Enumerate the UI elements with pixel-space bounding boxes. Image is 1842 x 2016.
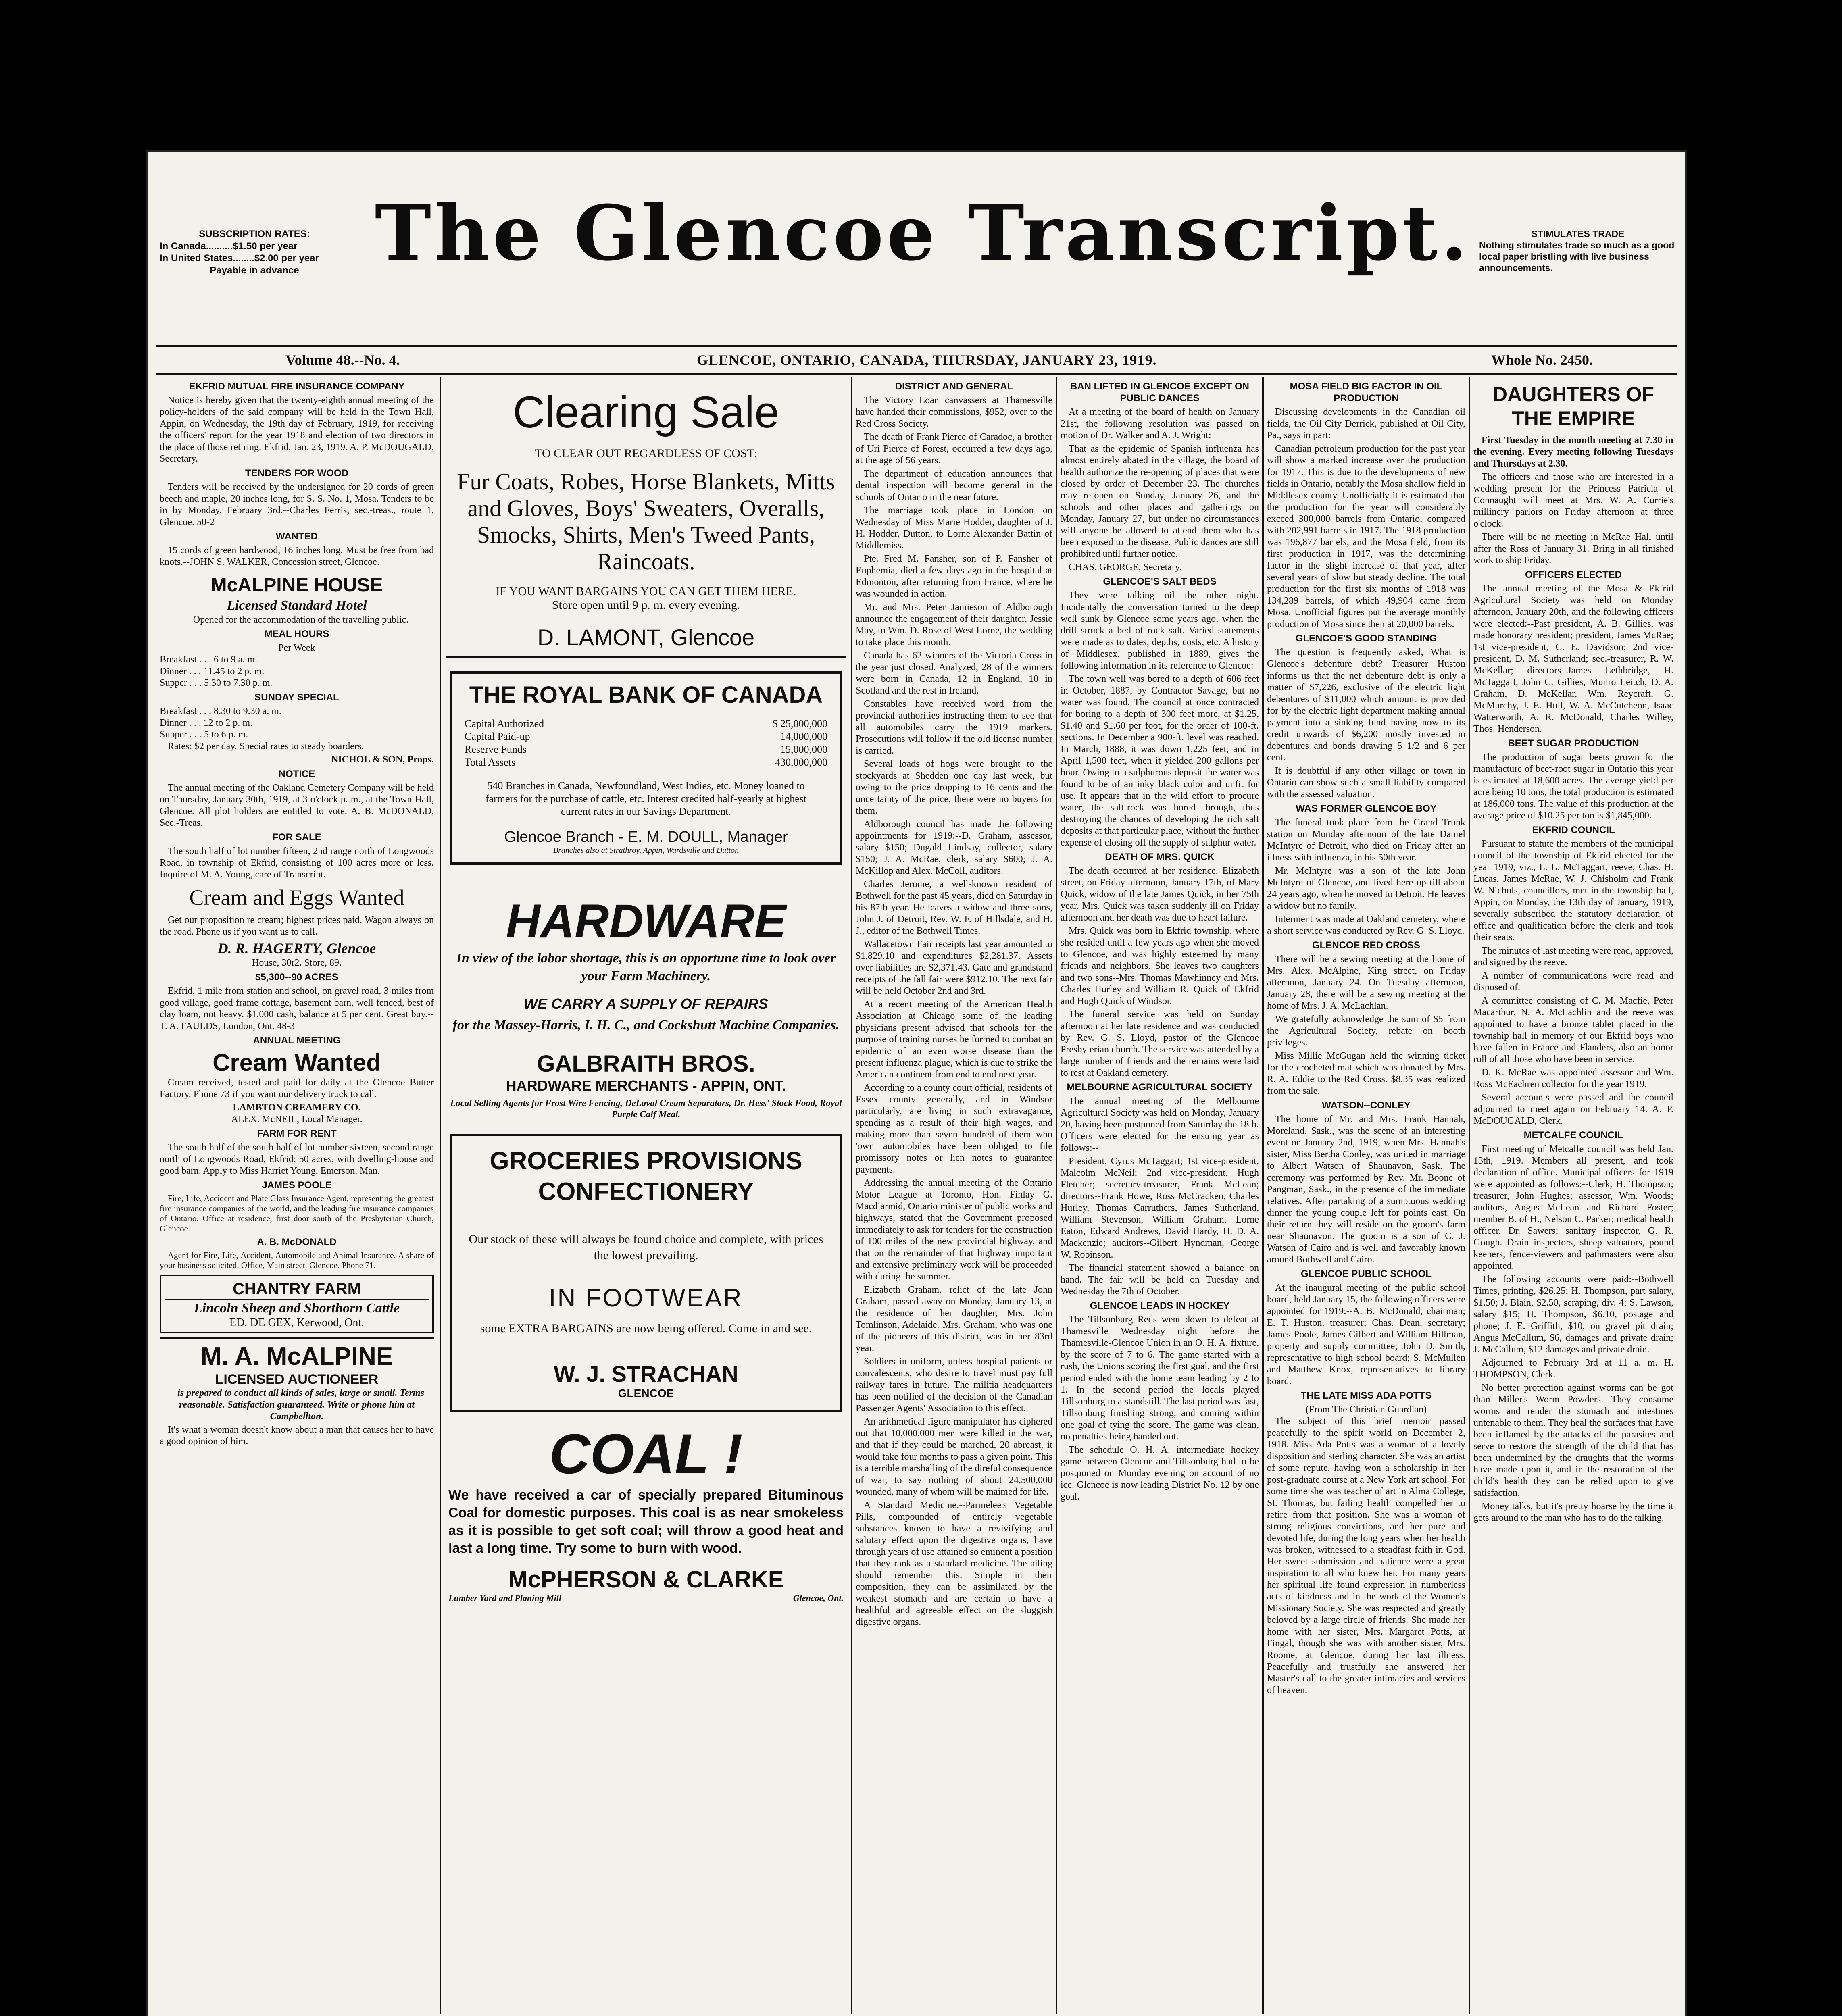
hagerty-name: D. R. HAGERTY, Glencoe (217, 940, 376, 956)
subscription-us: In United States........$2.00 per year (160, 253, 319, 264)
paragraph: No better protection against worms can be got than Miller's Worm Powders. They consume worms and render the stomach and intestines untenable to them. They heal the surfaces that have been inflamed by the attacks of the parasites and serve to restore the strength of the child that has been undermined by the draughts that the worms have made upon it, and in the restoration of the child's health they can be relied upon to give satisfaction. (1473, 1383, 1673, 1498)
column-rule (1056, 377, 1057, 2014)
clearing-sale-title: Clearing Sale (513, 387, 779, 437)
paragraph: The Tillsonburg Reds went down to defeat at Thamesville Wednesday night before the Thamesville-Glencoe Union in an O. H. A. fixture, by the score of 7 to 6. The game started with a rush, the Unions scoring the first goal, and the first period ended with the home team leading by 2 to 1. In the second period the locals played Tillsonburg to a standstill. The last period was fast, Tillsonburg finishing strong, and coming within one goal of tying the score. The game was clean, no penalties being handed out. (1061, 1314, 1259, 1442)
paragraph: The department of education announces that dental inspection will become general in the schools of Ontario in the near future. (856, 469, 1052, 502)
clearing-sale-bargains: IF YOU WANT BARGAINS YOU CAN GET THEM HERE. (496, 585, 796, 598)
beet-sugar-heading: BEET SUGAR PRODUCTION (1508, 738, 1639, 749)
paragraph: Aldborough council has made the following appointments for 1919:--D. Graham, assessor, salary $150; Dugald Lindsay, collector, salary $150; J. A. McRae, clerk, salary $600; J. A. McKillop and Alex. McColl, auditors. (856, 819, 1052, 876)
stimulates-trade (1479, 228, 1677, 273)
paragraph: The schedule O. H. A. intermediate hockey game between Glencoe and Tillsonburg had to be postponed on Monday evening on account of no ice. Glencoe is now leading District No. 12 by one goal. (1061, 1445, 1259, 1502)
strachan-name: W. J. STRACHAN (554, 1361, 738, 1387)
wanted-heading: WANTED (276, 531, 318, 542)
paragraph: Charles Jerome, a well-known resident of Bothwell for the past 45 years, died on Saturday in his 87th year. He leaves a widow and three sons, John J. of Detroit, Rev. W. F. of Hillsdale, and H. J., editor of the Bothwell Times. (856, 879, 1052, 936)
mcpherson-footer (444, 1593, 848, 1604)
woman-quip: It's what a woman doesn't know about a man that causes her to have a good opinion of him. (160, 1425, 434, 1447)
daughters-text: First Tuesday in the month meeting at 7.30 in the evening. Every meeting following Tuesdays and Thursdays at 2.30. (1473, 435, 1673, 469)
paragraph: The funeral service was held on Sunday afternoon at her late residence and was conducted by Rev. G. S. Lloyd, pastor of the Glencoe Presbyterian church. The service was attended by a large number of friends and the remains were laid to rest at Oakland cemetery. (1061, 1009, 1259, 1078)
paragraph: Mrs. Quick was born in Ekfrid township, where she resided until a few years ago when she moved to Glencoe, and was highly esteemed by many friends and neighbors. She leaves two daughters and two sons--Mrs. Thomas Mawhinney and Mrs. Charles Hurley and William R. Quick of Ekfrid and Hugh Quick of Windsor. (1061, 926, 1259, 1006)
mosa-field-heading: MOSA FIELD BIG FACTOR IN OIL PRODUCTION (1290, 381, 1443, 404)
supper-hours: Supper . . . 5.30 to 7.30 p. m. (160, 678, 273, 688)
paragraph: At a meeting of the board of health on January 21st, the following resolution was passed on motion of Dr. Walker and A. J. Wright: (1061, 407, 1259, 441)
paragraph: The death occurred at her residence, Elizabeth street, on Friday afternoon, January 17th, of Mary Quick, widow of the late James Quick, in her 75th year. Mrs. Quick was taken suddenly ill on Friday afternoon and her death was due to heart failure. (1061, 866, 1259, 923)
mcdonald-heading: A. B. McDONALD (257, 1237, 337, 1248)
daughters-heading: DAUGHTERS OF THE EMPIRE (1493, 383, 1654, 430)
paragraph: The Victory Loan canvassers at Thamesville have handed their commissions, $952, over to the Red Cross Society. (856, 395, 1052, 429)
paragraph: Mr. McIntyre was a son of the late John McIntyre of Glencoe, and lived here up till about 24 years ago, when he moved to Detroit. He leaves a widow but no family. (1267, 866, 1465, 911)
paragraph: Several loads of hogs were brought to the stockyards at Shedden one day last week, but owing to the price dropping to 16 cents and the uncertainty of the price, there were no buyers for them. (856, 759, 1052, 816)
paragraph: The production of sugar beets grown for the manufacture of beet-root sugar in Ontario this year is estimated at 18,600 acres. The average yield per acre being 10 tons, the total production is estimated at 186,000 tons. The value of this production at the average price of $10.25 per ton is $1,845,000. (1473, 752, 1673, 821)
cream-eggs-text: Get our proposition re cream; highest prices paid. Wagon always on the road. Phone us if you want us to call. (160, 915, 434, 937)
auctioneer-name: M. A. McALPINE (200, 1343, 393, 1370)
lambton-manager: ALEX. McNEIL, Local Manager. (231, 1114, 363, 1125)
notice-text: The annual meeting of the Oakland Cemetery Company will be held on Thursday, January 30th, 1919, at 3 o'clock p. m., at the Town Hall, Glencoe. All plot holders are entitled to vote. A. B. McDONALD, Sec.-Treas. (160, 783, 434, 828)
watson-conley-paragraphs (1267, 1114, 1465, 1266)
groceries-text: Our stock of these will always be found choice and complete, with prices the lowest prevailing. (469, 1233, 823, 1262)
royal-bank-text: 540 Branches in Canada, Newfoundland, West Indies, etc. Money loaned to farmers for the purchase of cattle, etc. Interest credited half-yearly at highest current rates in our Savings Department. (485, 780, 807, 817)
mrs-quick-heading: DEATH OF MRS. QUICK (1105, 852, 1215, 862)
mrs-quick-paragraphs (1061, 865, 1259, 1079)
paragraph: First meeting of Metcalfe council was held Jan. 13th, 1919. Members all present, and took declaration of office. Municipal officers for 1919 were appointed as follows:--Clerk, H. Thompson; treasurer, John Hughes; assessor, Wm. Woods; auditors, Angus McLean and Richard Foster; member B. of H., Nelson C. Parker; medical health officer, Dr. Sawers; sanitary inspector, G. R. Gough. Drain inspectors, sheep valuators, pound keepers, fence-viewers and pathmasters were also appointed. (1473, 1144, 1673, 1271)
salt-beds-heading: GLENCOE'S SALT BEDS (1103, 576, 1217, 587)
public-school-heading: GLENCOE PUBLIC SCHOOL (1300, 1268, 1432, 1279)
acres-text: Ekfrid, 1 mile from station and school, on gravel road, 3 miles from good village, good frame cottage, basement barn, well fenced, best of clay loam, not heavy. $1,000 cash, balance at 5 per cent. Great buy.--T. A. FAULDS, London, Ont. 48-3 (160, 986, 434, 1031)
paragraph: A number of communications were read and disposed of. (1473, 971, 1673, 993)
daughters-paragraphs (1473, 471, 1673, 566)
james-poole-heading: JAMES POOLE (262, 1180, 332, 1191)
royal-bank-title: THE ROYAL BANK OF CANADA (469, 682, 823, 708)
advertising-column (444, 378, 848, 2015)
footwear-text: some EXTRA BARGAINS are now being offered. Come in and see. (480, 1322, 812, 1335)
column-rule (1469, 377, 1470, 2014)
stimulates-text: Nothing stimulates trade so much as a good local paper bristling with live business announcements. (1479, 240, 1675, 273)
hardware-text: In view of the labor shortage, this is an opportune time to look over your Farm Machinery. (456, 951, 836, 983)
paragraph: They were talking oil the other night. Incidentally the conversation turned to the deep well sunk by Glencoe some years ago, when the drill struck a bed of rock salt. Varied statements were made as to dates, depths, costs, etc. A history of Middlesex, published in 1889, gives the following information in its reference to Glencoe: (1061, 590, 1259, 671)
clearing-sale-items: Fur Coats, Robes, Horse Blankets, Mitts and Gloves, Boys' Sweaters, Overalls, Smocks, Shirts, Men's Tweed Pants, Raincoats. (457, 469, 835, 575)
good-standing-paragraphs (1267, 647, 1465, 800)
meal-hours-heading: MEAL HOURS (264, 629, 329, 639)
paragraph: D. K. McRae was appointed assessor and Wm. Ross McEachren collector for the year 1919. (1473, 1067, 1673, 1089)
paragraph: Canada has 62 winners of the Victoria Cross in the year just closed. Analyzed, 28 of the winners were born in Canada, 12 in England, 10 in Scotland and the rest in Ireland. (856, 650, 1052, 696)
hockey-heading: GLENCOE LEADS IN HOCKEY (1090, 1300, 1230, 1311)
tenders-text: Tenders will be received by the undersigned for 20 cords of green beech and maple, 20 inches long, for S. S. No. 1, Mosa. Tenders to be in by Monday, February 3rd.--Charles Ferris, sec.-treas., route 1, Glencoe. 50-2 (160, 482, 434, 527)
hardware-title: HARDWARE (506, 895, 786, 948)
bank-figure-label: Reserve Funds (465, 744, 527, 755)
salt-beds-paragraphs (1061, 590, 1259, 849)
bank-figure-row (465, 743, 827, 756)
ban-lifted-heading: BAN LIFTED IN GLENCOE EXCEPT ON PUBLIC DANCES (1070, 381, 1250, 404)
cream-wanted-heading: Cream Wanted (213, 1049, 381, 1076)
galbraith-agents: Local Selling Agents for Frost Wire Fencing, DeLaval Cream Separators, Dr. Hess' Stock Food, Royal Purple Calf Meal. (450, 1098, 842, 1119)
sunday-special-heading: SUNDAY SPECIAL (254, 692, 339, 703)
mcpherson-sub: Lumber Yard and Planing Mill (448, 1593, 561, 1603)
officers-elected-heading: OFFICERS ELECTED (1525, 569, 1622, 580)
hotel-rates: Rates: $2 per day. Special rates to steady boarders. (168, 741, 364, 752)
licensed-hotel: Licensed Standard Hotel (227, 598, 367, 613)
farm-rent-text: The south half of the south half of lot number sixteen, second range north of Longwoods Road, Ekfrid; 50 acres, with dwelling-house and good barn. Apply to Miss Harriet Young, Emerson, Man. (160, 1142, 434, 1176)
subscription-heading: SUBSCRIPTION RATES: (199, 229, 310, 240)
paragraph: Pursuant to statute the members of the municipal council of the township of Ekfrid elected for the year 1919, viz., L. L. McTaggart, reeve; Chas. H. Lucas, James McRae, W. J. Chisholm and Frank W. Nichols, councillors, met in the township hall, Appin, on Monday, the 13th day of January, 1919, severally subscribed the statutory declaration of office and qualification before the clerk and took their seats. (1473, 839, 1673, 943)
bank-figure-label: Capital Paid-up (465, 731, 530, 742)
paragraph: Adjourned to February 3rd at 11 a. m. H. THOMPSON, Clerk. (1473, 1358, 1673, 1380)
paragraph: Wallacetown Fair receipts last year amounted to $1,829.10 and expenditures $2,281.37. Assets over liabilities are $2,371.43. Gate and grandstand receipts of the fall fair were $912.10. The next fair will be held October 2nd and 3rd. (856, 939, 1052, 996)
wanted-text: 15 cords of green hardwood, 16 inches long. Must be free from bad knots.--JOHN S. WALKER, Concession street, Glencoe. (160, 545, 434, 567)
sunday-breakfast: Breakfast . . . 8.30 to 9.30 a. m. (160, 706, 281, 716)
notice-heading: NOTICE (278, 768, 315, 779)
galbraith-sub: HARDWARE MERCHANTS - APPIN, ONT. (506, 1077, 786, 1094)
groceries-title: GROCERIES PROVISIONS CONFECTIONERY (490, 1147, 802, 1206)
paragraph: President, Cyrus McTaggart; 1st vice-president, Malcolm McNeil; 2nd vice-president, Hugh Fletcher; secretary-treasurer, Frank McLean; directors--Frank Howe, Ross McCracken, Charles Hurley, Thomas Carruthers, James Sutherland, William Stevenson, William Graham, Lorne Eaton, Edward Andrews, David Hardy, H. D. A. Mackenzie; auditors--Gilbert Hyndman, George W. Robinson. (1061, 1156, 1259, 1260)
paragraph: The annual meeting of the Melbourne Agricultural Society was held on Monday, January 20, having been postponed from Saturday the 18th. Officers were elected for the ensuing year as follows:-- (1061, 1096, 1259, 1153)
paragraph: At a recent meeting of the American Health Association at Chicago some of the leading physicians present advised that schools for the purpose of training nurses be formed to combat an epidemic of an even worse disease than the present influenza plague, which is due to strike the American continent from end to end next year. (856, 999, 1052, 1080)
acres-heading: $5,300--90 ACRES (255, 972, 338, 983)
ekfrid-council-heading: EKFRID COUNCIL (1532, 825, 1615, 835)
column-3 (856, 378, 1052, 2015)
column-rule (851, 377, 852, 2014)
paragraph: We gratefully acknowledge the sum of $5 from the Agricultural Society, rebate on booth privileges. (1267, 1014, 1465, 1048)
mcdonald-text: Agent for Fire, Life, Accident, Automobile and Animal Insurance. A share of your business solicited. Office, Main street, Glencoe. Phone 71. (160, 1250, 434, 1270)
paragraph: The annual meeting of the Mosa & Ekfrid Agricultural Society was held on Monday afternoon, January 20th, and the following officers were elected:--Past president, A. B. Gillies, was made honorary president; president, James McRae; 1st vice-president, C. E. Davidson; 2nd vice-president, D. M. Sutherland; sec.-treasurer, R. W. McKellar; directors--James Lethbridge, H. McTaggart, John C. Gillies, Munro Leitch, D. A. Graham, D. McKellar, Wm. Reycraft, G. McMurchy, J. E. Hull, W. A. McCutcheon, Isaac Watterworth, A. R. McDonald, Charles Willey, Thos. Henderson. (1473, 583, 1673, 734)
auctioneer-text: is prepared to conduct all kinds of sales, large or small. Terms reasonable. Satisfaction guaranteed. Write or phone him at Campbellton. (177, 1388, 424, 1422)
mcalpine-house-heading: McALPINE HOUSE (210, 575, 383, 596)
paragraph: Money talks, but it's pretty hoarse by the time it gets around to the man who has to do the talking. (1473, 1501, 1673, 1523)
subscription-note: Payable in advance (210, 265, 299, 276)
for-sale-heading: FOR SALE (272, 832, 321, 843)
public-school-paragraphs (1267, 1282, 1465, 1387)
melbourne-heading: MELBOURNE AGRICULTURAL SOCIETY (1067, 1082, 1253, 1093)
auctioneer-title: LICENSED AUCTIONEER (215, 1372, 379, 1387)
ekfrid-mutual-heading: EKFRID MUTUAL FIRE INSURANCE COMPANY (189, 381, 405, 392)
melbourne-paragraphs (1061, 1095, 1259, 1297)
masthead-rule-bottom (156, 373, 1677, 375)
james-poole-text: Fire, Life, Accident and Plate Glass Insurance Agent, representing the greatest fire insurance companies of the world, and the leading fire insurance companies of Ontario. Office at residence, first door south of the Presbyterian Church, Glencoe. (160, 1193, 434, 1233)
lambton-creamery: LAMBTON CREAMERY CO. (233, 1102, 361, 1113)
footwear-heading: IN FOOTWEAR (549, 1284, 743, 1312)
breakfast-hours: Breakfast . . . 6 to 9 a. m. (160, 654, 257, 665)
paragraph: Discussing developments in the Canadian oil fields, the Oil City Derrick, published at Oil City, Pa., says in part: (1267, 407, 1465, 441)
royal-bank-also: Branches also at Strathroy, Appin, Wardsville and Dutton (553, 846, 739, 855)
mcpherson-name: McPHERSON & CLARKE (508, 1566, 784, 1593)
column-4 (1061, 378, 1259, 2015)
paragraph: That as the epidemic of Spanish influenza has almost entirely abated in the village, the board of health authorize the re-opening of places that were closed by order of December 23. The churches may re-open on Sunday, January 26, and the schools and other places and gatherings on Monday, January 27, but under no circumstances will anyone be allowed to attend them who has been exposed to the disease. Public dances are still prohibited until further notice. (1061, 444, 1259, 559)
royal-bank-box (450, 671, 842, 865)
paragraph: There will be no meeting in McRae Hall until after the Ross of January 31. Bring in all finished work to ship Friday. (1473, 532, 1673, 566)
galbraith-name: GALBRAITH BROS. (537, 1051, 755, 1077)
paragraph: A committee consisting of C. M. Macfie, Peter Macarthur, N. A. McLachlin and the reeve was appointed to have a bronze tablet placed in the township hall in memory of our Ekfrid boys who have fallen in France and Flanders, also an honor roll of all those who have been in service. (1473, 996, 1673, 1064)
dateline: GLENCOE, ONTARIO, CANADA, THURSDAY, JANUARY 23, 1919. (697, 352, 1157, 368)
volume: Volume 48.--No. 4. (285, 352, 400, 368)
paragraph: Mr. and Mrs. Peter Jamieson of Aldborough announce the engagement of their daughter, Jessie May, to Wm. D. Rose of West Lorne, the wedding to take place this month. (856, 602, 1052, 648)
paragraph: The marriage took place in London on Wednesday of Miss Marie Hodder, daughter of J. H. Hodder, Dutton, to Lorne Alexander Battin of Middlemiss. (856, 505, 1052, 551)
red-cross-heading: GLENCOE RED CROSS (1312, 940, 1421, 951)
bank-figure-value: 14,000,000 (780, 731, 827, 742)
masthead-rule-top (156, 345, 1677, 347)
paragraph: The minutes of last meeting were read, approved, and signed by the reeve. (1473, 946, 1673, 968)
bank-figure-value: $ 25,000,000 (772, 718, 827, 729)
paragraph: Soldiers in uniform, unless hospital patients or convalescents, who desire to travel must pay full railway fares in future. The militia headquarters has been notified of the decision of the Canadian Passenger Agents' Association to this effect. (856, 1356, 1052, 1414)
paragraph: Constables have received word from the provincial authorities instructing them to see that all automobiles carry the 1919 markers. Prosecutions will follow if the old license number is carried. (856, 699, 1052, 756)
beet-sugar-paragraphs (1473, 752, 1673, 822)
cream-eggs-heading: Cream and Eggs Wanted (189, 885, 404, 910)
paragraph: At the inaugural meeting of the public school board, held January 15, the following officers were appointed for 1919:--A. B. McDonald, chairman; E. T. Huston, treasurer; Chas. Dean, secretary; James Poole, James Gilbert and William Hillman, property and supply committee; John D. Smith, representative to high school board; S. McMullen and Matthew Knox, representatives to library board. (1267, 1283, 1465, 1387)
metcalfe-council-heading: METCALFE COUNCIL (1523, 1130, 1623, 1141)
district-general-heading: DISTRICT AND GENERAL (895, 381, 1013, 392)
hardware-repairs: WE CARRY A SUPPLY OF REPAIRS (523, 996, 769, 1012)
paragraph: An arithmetical figure manipulator has ciphered out that 10,000,000 men were killed in the war, and that if they could be marched, 20 abreast, it would take four months to pass a given point. This is a terrible marshalling of the direful consequence of war, to say nothing of about 24,500,000 wounded, many of whom will be maimed for life. (856, 1416, 1052, 1497)
sunday-dinner: Dinner . . . 12 to 2 p. m. (160, 718, 252, 728)
chantry-farm-owner: ED. DE GEX, Kerwood, Ont. (229, 1316, 365, 1329)
paragraph: There will be a sewing meeting at the home of Mrs. Alex. McAlpine, King street, on Friday afternoon, January 24. On Tuesday afternoon, January 28, there will be a sewing meeting at the home of Mrs. J. A. McLachlan. (1267, 954, 1465, 1011)
paragraph: The financial statement showed a balance on hand. The fair will be held on Tuesday and Wednesday the 7th of October. (1061, 1263, 1259, 1297)
column-rule (1262, 377, 1264, 2014)
paragraph: The death of Frank Pierce of Caradoc, a brother of Uri Pierce of Forest, occurred a few days ago, at the age of 56 years. (856, 432, 1052, 466)
newspaper-title: The Glencoe Transcript. (375, 189, 1471, 278)
stimulates-heading: STIMULATES TRADE (1531, 229, 1625, 239)
ada-potts-paragraphs (1267, 1416, 1465, 1696)
ada-potts-heading: THE LATE MISS ADA POTTS (1300, 1390, 1432, 1401)
ada-potts-source: (From The Christian Guardian) (1305, 1404, 1427, 1415)
hagerty-phones: House, 30r2. Store, 89. (252, 958, 342, 968)
mcpherson-town: Glencoe, Ont. (793, 1593, 844, 1603)
paragraph: A Standard Medicine.--Parmelee's Vegetable Pills, compounded of entirely vegetable substances known to have a revivifying and salutary effect upon the digestive organs, have through years of use attained so eminent a position that they rank as a standard medicine. The ailing should remember this. Simple in their composition, they can be assimilated by the weakest stomach and are certain to have a healthful and agreeable effect on the sluggish digestive organs. (856, 1500, 1052, 1627)
royal-bank-figures (465, 717, 827, 769)
bank-figure-value: 430,000,000 (775, 756, 827, 768)
paragraph: The officers and those who are interested in a wedding present for the Princess Patricia of Connaught will meet at Mrs. W. A. Currie's millinery parlors on Friday afternoon at three o'clock. (1473, 472, 1673, 529)
hockey-paragraphs (1061, 1314, 1259, 1503)
chantry-farm-heading: CHANTRY FARM (165, 1279, 429, 1300)
clearing-sale-hours: Store open until 9 p. m. every evening. (552, 598, 740, 612)
metcalfe-council-paragraphs (1473, 1143, 1673, 1524)
ekfrid-mutual-text: Notice is hereby given that the twenty-eighth annual meeting of the policy-holders of the said company will be held in the Town Hall, Appin, on Wednesday, the 19th day of February, 1919, for receiving the officers' report for the year 1918 and election of two directors in the place of those retiring. Ekfrid, Jan. 23, 1919. A. P. McDOUGALD, Secretary. (160, 395, 434, 464)
coal-title: COAL ! (549, 1422, 743, 1485)
column-1 (160, 378, 434, 2015)
paragraph: The subject of this brief memoir passed peacefully to the spirit world on December 2, 1918. Miss Ada Potts was a woman of a lovely disposition and sterling character. She was an artist of some repute, having won a scholarship in her post-graduate course at a New York art school. For some time she was teacher of art in Alma College, St. Thomas, but failing health compelled her to retire from that position. She was a woman of strong religious convictions, and her pure and devoted life, during the long years when her health was broken, witnessed to a steadfast faith in God. Her sweet submission and patience were a great inspiration to all who knew her. For many years her spiritual life found expression in numberless acts of kindness and in the work of the Women's Missionary Society. She was respected and greatly beloved by a large circle of friends. She made her home with her sister, Mrs. Margaret Potts, at Fingal, though she was with another sister, Mrs. Roome, at Glencoe, during her last illness. Peacefully and trustfully she answered her Master's call to the greater intimacies and services of heaven. (1267, 1416, 1465, 1695)
lamont-signature: D. LAMONT, Glencoe (537, 625, 755, 650)
coal-text: We have received a car of specially prepared Bituminous Coal for domestic purposes. This coal is as near smokeless as it is possible to get soft coal; will throw a good heat and last a long time. Try some to burn with wood. (448, 1487, 844, 1556)
former-boy-paragraphs (1267, 817, 1465, 937)
sunday-supper: Supper . . . 5 to 6 p. m. (160, 729, 248, 740)
bank-figure-row (465, 730, 827, 743)
hotel-text: Opened for the accommodation of the travelling public. (193, 614, 409, 625)
chantry-farm-stock: Lincoln Sheep and Shorthorn Cattle (194, 1301, 400, 1316)
watson-conley-heading: WATSON--CONLEY (1322, 1100, 1411, 1111)
officers-elected-paragraphs (1473, 583, 1673, 735)
for-sale-text: The south half of lot number fifteen, 2nd range north of Longwoods Road, in township of Ekfrid, consisting of 100 acres more or less. Inquire of M. A. Young, care of Transcript. (160, 846, 434, 880)
auctioneer-box (160, 1337, 434, 1422)
bank-figure-row (465, 756, 827, 769)
paragraph: Canadian petroleum production for the past year will show a marked increase over the production for 1917. This is due to the developments of new fields in Ontario, notably the Mosa shallow field in Middlesex county. Unofficially it is estimated that the production for the year will considerably exceed 300,000 barrels from Ontario, compared with 202,991 barrels in 1917. The 1918 production was 196,877 barrels, and the Mosa field, from its first production in 1917, was the determining factor in the slight increase of that year, after several years of slow but steady decline. The total production for the first six months of 1918 was 134,289 barrels, of which 49,904 came from Mosa. Unofficial figures put the average monthly production of Mosa since then at 20,000 barrels. (1267, 444, 1465, 629)
groceries-box (450, 1134, 842, 1412)
bank-figure-label: Capital Authorized (465, 718, 544, 729)
cream-wanted-text: Cream received, tested and paid for daily at the Glencoe Butter Factory. Phone 73 if you want our delivery truck to call. (160, 1077, 434, 1100)
mosa-field-paragraphs (1267, 406, 1465, 630)
paragraph: Miss Millie McGugan held the winning ticket for the crocheted mat which was donated by Mrs. R. A. Eddie to the Red Cross. $8.35 was realized from the sale. (1267, 1051, 1465, 1096)
subscription-rates (160, 228, 349, 277)
tenders-heading: TENDERS FOR WOOD (245, 468, 348, 479)
paragraph: The funeral took place from the Grand Trunk station on Monday afternoon of the late Daniel McIntyre of Detroit, who died on Friday after an illness with influenza, in his 50th year. (1267, 817, 1465, 863)
royal-bank-branch: Glencoe Branch - E. M. DOULL, Manager (504, 829, 788, 846)
district-general-paragraphs (856, 395, 1052, 1628)
paragraph: Addressing the annual meeting of the Ontario Motor League at Toronto, Hon. Finlay G. Macdiarmid, Ontario minister of public works and highways, stated that the Government proposed immediately to ask for tenders for the construction of 100 miles of the new provincial highway, and that on the remainder of that highway important and extensive preliminary work will be proceeded with during the summer. (856, 1178, 1052, 1282)
paragraph: Several accounts were passed and the council adjourned to meet again on February 14. A. P. McDOUGALD, Clerk. (1473, 1092, 1673, 1126)
subscription-canada: In Canada..........$1.50 per year (160, 241, 298, 252)
clearing-sale-sub: TO CLEAR OUT REGARDLESS OF COST: (535, 447, 757, 460)
paragraph: According to a county court official, residents of Essex county generally, and in Windsor particularly, are living in such extravagance, spending as a result of their high wages, and making more than seven hundred of them who 'own' automobiles have been obliged to file promissory notes or lien notes to guarantee payments. (856, 1083, 1052, 1175)
whole-number: Whole No. 2450. (1491, 352, 1593, 368)
column-6 (1473, 378, 1673, 2015)
paragraph: Pte. Fred M. Fansher, son of P. Fansher of Euphemia, died a few days ago in the hospital at Edmonton, after returning from France, where he was wounded in action. (856, 554, 1052, 599)
paragraph: Interment was made at Oakland cemetery, where a short service was conducted by Rev. G. S. Lloyd. (1267, 914, 1465, 936)
paragraph: The following accounts were paid:--Bothwell Times, printing, $26.25; H. Thompson, part salary, $1.50; J. Blain, $2.50, scraping, div. 4; S. Lawson, salary $15; H. Thompson, $6.10, postage and phone; J. E. Griffith, $10, on gravel pit drain; Angus McCallum, $6, damages and private drain; J. McCallum, $12 damages and private drain. (1473, 1274, 1673, 1355)
newspaper-page (146, 150, 1687, 2016)
bank-figure-value: 15,000,000 (780, 744, 827, 755)
chantry-farm-box (160, 1275, 434, 1333)
red-cross-paragraphs (1267, 954, 1465, 1097)
paragraph: The town well was bored to a depth of 606 feet in October, 1887, by Contractor Savage, but no water was found. The council at once contracted for boring to a depth of 300 feet more, at $1.25, $1.40 and $1.60 per foot, for the order of 100-ft. sections. In December a 900-ft. level was reached. In March, 1888, it was down 1,225 feet, and in April 1,500 feet, when it yielded 200 gallons per hour. Owing to a sulphurous deposit the water was found to be of an inky black color and unfit for use. It appears that in the wild effort to procure water, the salt-rock was bored through, thus destroying the chances of developing the rich salt deposits at that particular place, without the further expense of closing off the supply of sulphur water. (1061, 674, 1259, 848)
paragraph: It is doubtful if any other village or town in Ontario can show such a small liability compared with the assessed valuation. (1267, 766, 1465, 800)
bank-figure-label: Total Assets (465, 756, 516, 768)
dinner-hours: Dinner . . . 11.45 to 2 p. m. (160, 666, 265, 677)
column-5 (1267, 378, 1465, 2015)
hardware-for: for the Massey-Harris, I. H. C., and Cockshutt Machine Companies. (452, 1018, 840, 1033)
column-rule (440, 377, 441, 2014)
ban-lifted-paragraphs (1061, 406, 1259, 573)
hotel-props: NICHOL & SON, Props. (331, 754, 434, 765)
paragraph: Elizabeth Graham, relict of the late John Graham, passed away on Monday, January 13, at the residence of her daughter, Mrs. John Tomlinson, Adelaide. Mrs. Graham, who was one of the pioneers of this district, was in her 83rd year. (856, 1285, 1052, 1354)
former-boy-heading: WAS FORMER GLENCOE BOY (1296, 803, 1437, 814)
farm-rent-heading: FARM FOR RENT (257, 1128, 337, 1139)
strachan-town: GLENCOE (618, 1387, 674, 1400)
good-standing-heading: GLENCOE'S GOOD STANDING (1295, 633, 1437, 644)
ekfrid-council-paragraphs (1473, 838, 1673, 1127)
paragraph: CHAS. GEORGE, Secretary. (1069, 562, 1182, 573)
per-week: Per Week (278, 643, 315, 653)
paragraph: The question is frequently asked, What is Glencoe's debenture debt? Treasurer Huston informs us that the net debenture debt is only a matter of $7,226, exclusive of the electric light debentures of $11,000 which amount is provided for by the electric light department making annual payment into a sinking fund having now to its credit upwards of $6,200 mostly invested in debentures and bonds drawing 5 1/2 and 6 per cent. (1267, 647, 1465, 763)
paragraph: The home of Mr. and Mrs. Frank Hannah, Moreland, Sask., was the scene of an interesting event on January 2nd, 1919, when Mrs. Hannah's sister, Miss Bertha Conley, was united in marriage to Albert Watson of Shaunavon, Sask. The ceremony was performed by Rev. Mr. Boone of Pangman, Sask., in the presence of the immediate relatives. After partaking of a sumptuous wedding dinner the young couple left for points east. On their return they will reside on the groom's farm near Shaunavon. The groom is a son of C. J. Watson of Cairo and is well and favorably known around Bothwell and Cairo. (1267, 1114, 1465, 1265)
annual-meeting-heading: ANNUAL MEETING (253, 1035, 341, 1046)
bank-figure-row (465, 717, 827, 730)
